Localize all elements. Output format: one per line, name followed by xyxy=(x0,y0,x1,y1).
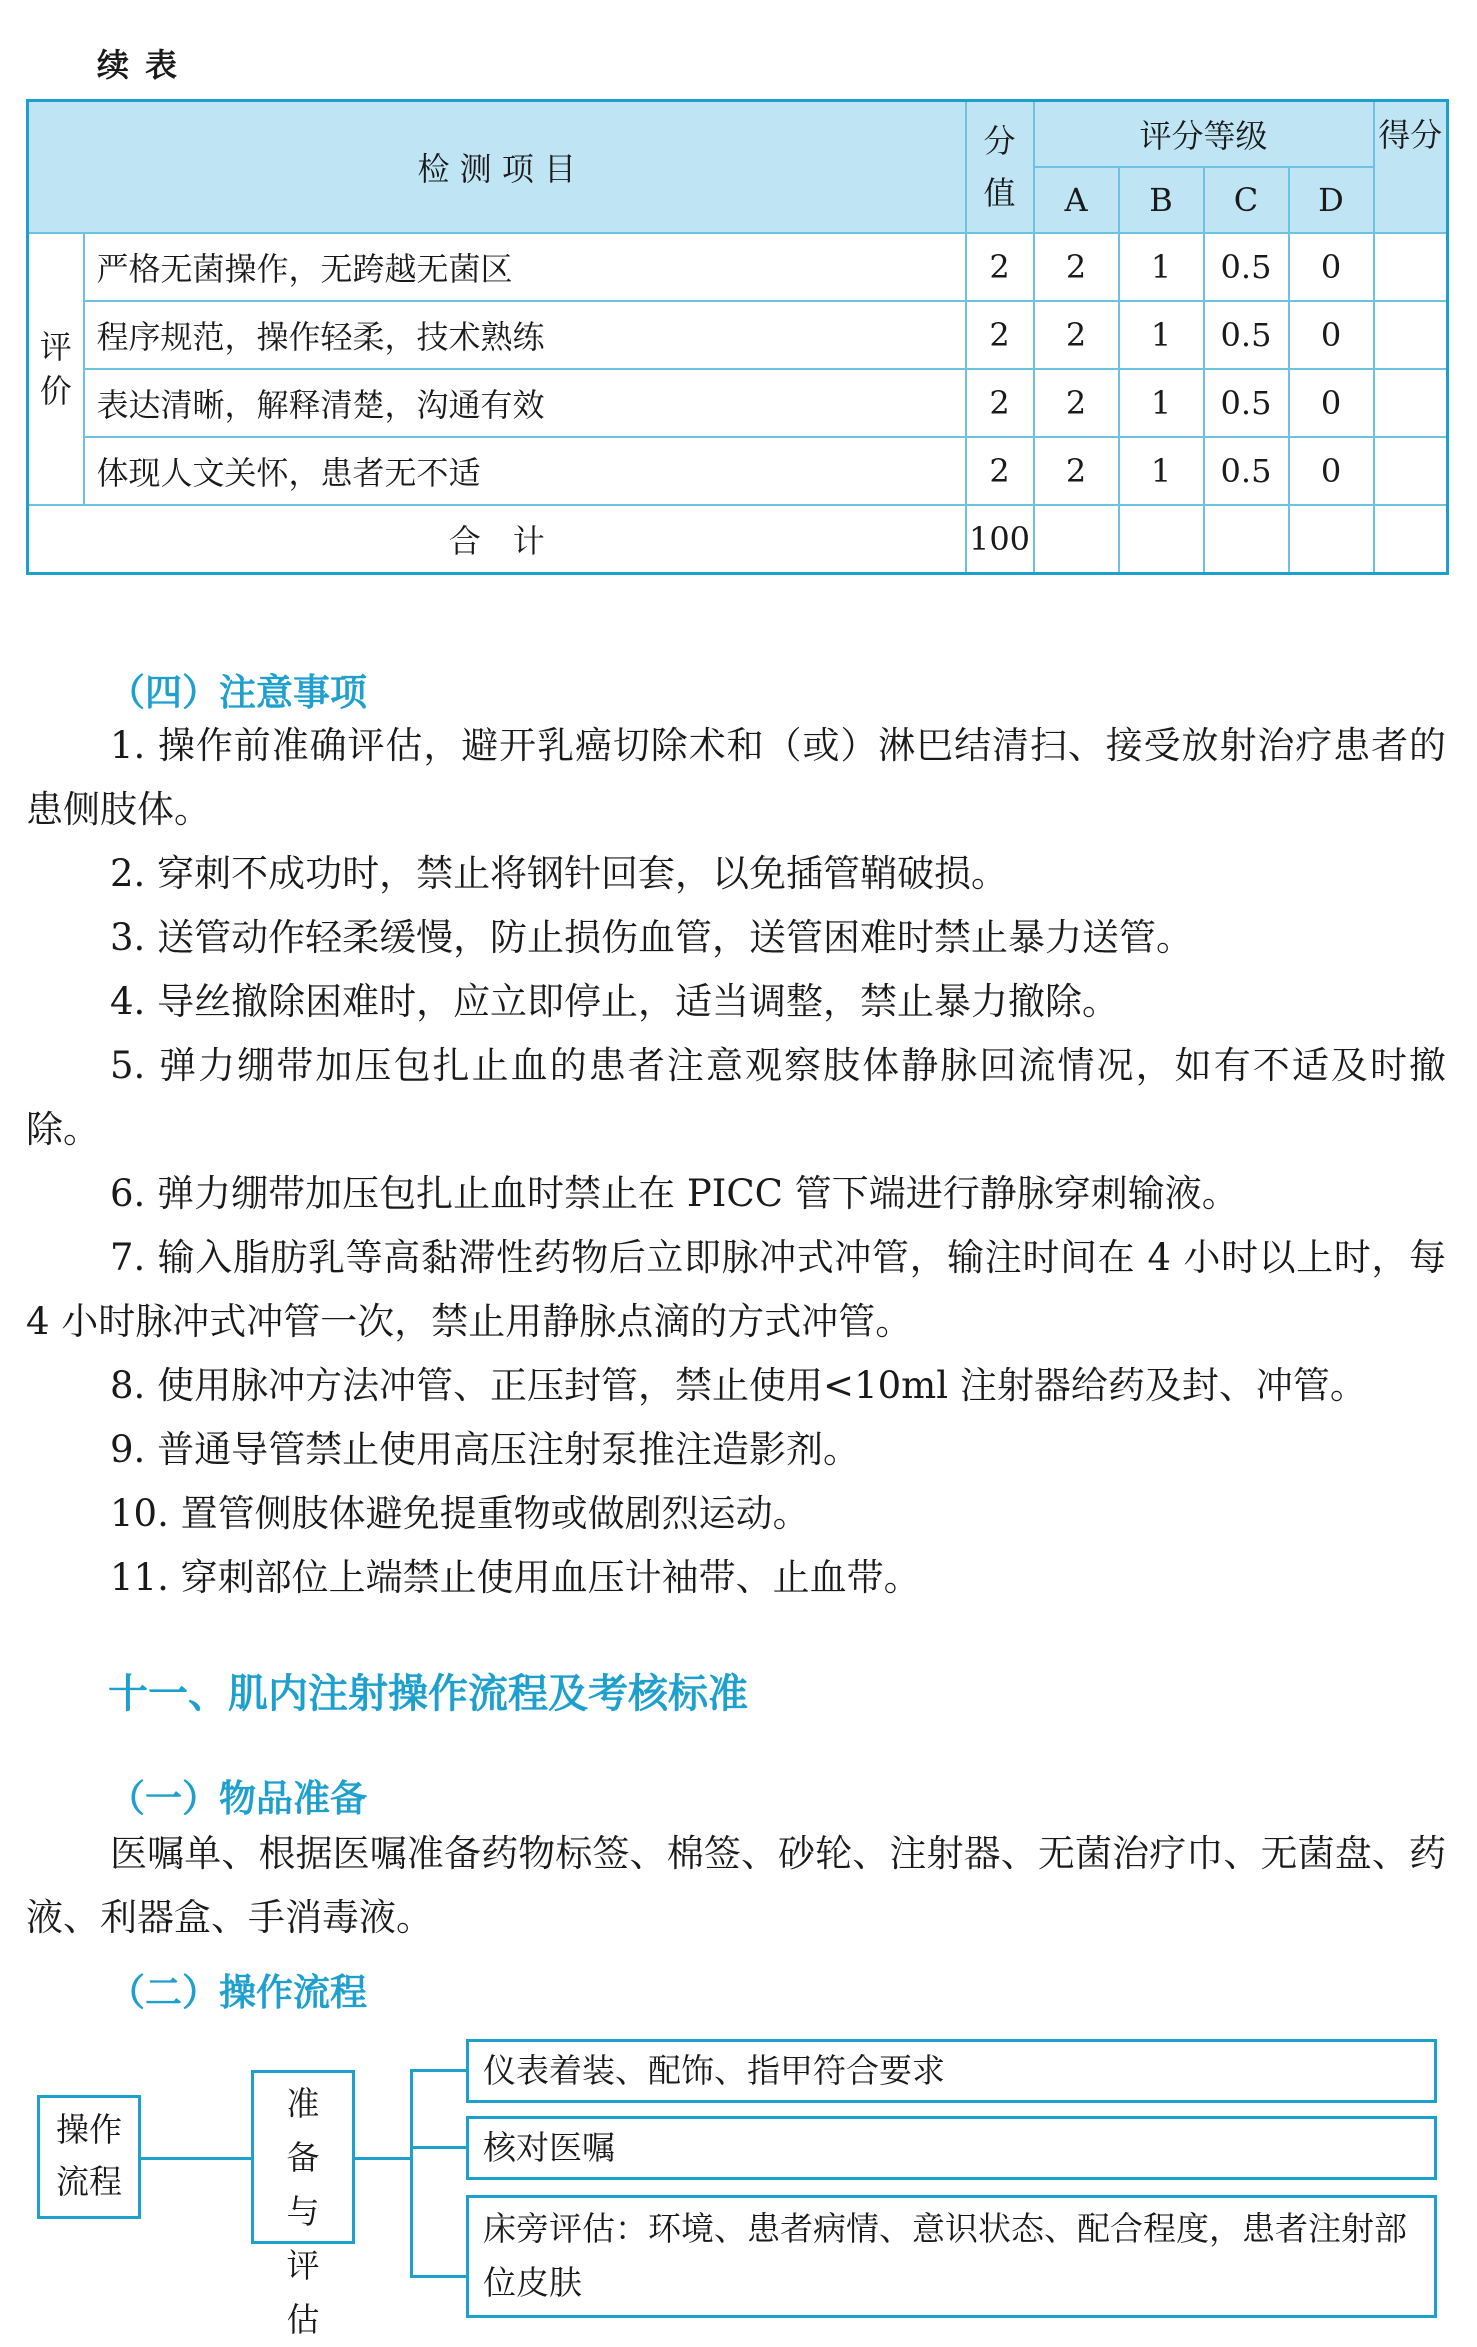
row-c: 0.5 xyxy=(1204,301,1289,369)
flow-root-label: 操作流程 xyxy=(56,2110,122,2201)
row-item: 严格无菌操作，无跨越无菌区 xyxy=(84,233,966,301)
flow-stage-label: 准备与评估 xyxy=(286,2084,320,2339)
group-char-1: 评 xyxy=(39,328,72,366)
note-item: 2. 穿刺不成功时，禁止将钢针回套，以免插管鞘破损。 xyxy=(110,852,1009,895)
total-c xyxy=(1204,505,1289,574)
connector-line xyxy=(410,2069,466,2072)
row-score: 2 xyxy=(966,233,1034,301)
grade-b: B xyxy=(1119,167,1204,233)
row-score: 2 xyxy=(966,301,1034,369)
total-result xyxy=(1374,505,1448,574)
row-b: 1 xyxy=(1119,301,1204,369)
total-b xyxy=(1119,505,1204,574)
total-label: 合 计 xyxy=(28,505,966,574)
header-grade: 评分等级 xyxy=(1034,101,1374,168)
row-a: 2 xyxy=(1034,437,1119,505)
connector-line xyxy=(355,2157,411,2160)
note-item: 3. 送管动作轻柔缓慢，防止损伤血管，送管困难时禁止暴力送管。 xyxy=(110,916,1194,959)
row-score: 2 xyxy=(966,437,1034,505)
flow-stage-box xyxy=(251,2070,355,2339)
flow-root-box xyxy=(37,2095,141,2219)
row-d: 0 xyxy=(1289,233,1374,301)
row-a: 2 xyxy=(1034,301,1119,369)
header-score-char-1: 分 xyxy=(983,122,1016,160)
table-row xyxy=(28,233,1448,301)
grade-d: D xyxy=(1289,167,1374,233)
score-table xyxy=(26,99,1449,575)
row-c: 0.5 xyxy=(1204,369,1289,437)
note-item: 4. 导丝撤除困难时，应立即停止，适当调整，禁止暴力撤除。 xyxy=(110,980,1120,1023)
flow-step-box xyxy=(466,2116,1437,2180)
note-item: 5. 弹力绷带加压包扎止血的患者注意观察肢体静脉回流情况，如有不适及时撤除。 xyxy=(26,1044,1446,1151)
grade-a: A xyxy=(1034,167,1119,233)
row-a: 2 xyxy=(1034,233,1119,301)
flow-step-box xyxy=(466,2195,1437,2318)
connector-line xyxy=(410,2275,466,2278)
total-d xyxy=(1289,505,1374,574)
row-result xyxy=(1374,301,1448,369)
page-label: 续表 xyxy=(97,46,194,84)
row-b: 1 xyxy=(1119,233,1204,301)
grade-c: C xyxy=(1204,167,1289,233)
note-item: 7. 输入脂肪乳等高黏滞性药物后立即脉冲式冲管，输注时间在 4 小时以上时，每 4 小时脉冲式冲管一次，禁止用静脉点滴的方式冲管。 xyxy=(26,1236,1446,1343)
note-item: 10. 置管侧肢体避免提重物或做剧烈运动。 xyxy=(110,1492,810,1535)
row-item: 程序规范，操作轻柔，技术熟练 xyxy=(84,301,966,369)
flow-step-label: 仪表着装、配饰、指甲符合要求 xyxy=(483,2051,945,2090)
note-item: 1. 操作前准确评估，避开乳癌切除术和（或）淋巴结清扫、接受放射治疗患者的患侧肢体。 xyxy=(26,724,1446,831)
row-b: 1 xyxy=(1119,369,1204,437)
row-result xyxy=(1374,437,1448,505)
table-row xyxy=(28,369,1448,437)
row-b: 1 xyxy=(1119,437,1204,505)
row-d: 0 xyxy=(1289,301,1374,369)
prep-title: （一）物品准备 xyxy=(108,1777,367,1820)
flow-step-label: 床旁评估：环境、患者病情、意识状态、配合程度，患者注射部位皮肤 xyxy=(483,2209,1407,2302)
row-result xyxy=(1374,233,1448,301)
note-item: 6. 弹力绷带加压包扎止血时禁止在 PICC 管下端进行静脉穿刺输液。 xyxy=(110,1172,1239,1215)
note-item: 9. 普通导管禁止使用高压注射泵推注造影剂。 xyxy=(110,1428,861,1471)
flow-title: （二）操作流程 xyxy=(108,1971,367,2014)
flow-step-box xyxy=(466,2039,1437,2103)
row-item: 表达清晰，解释清楚，沟通有效 xyxy=(84,369,966,437)
row-d: 0 xyxy=(1289,369,1374,437)
total-a xyxy=(1034,505,1119,574)
note-item: 8. 使用脉冲方法冲管、正压封管，禁止使用<10ml 注射器给药及封、冲管。 xyxy=(110,1364,1367,1407)
row-c: 0.5 xyxy=(1204,233,1289,301)
notes-title: （四）注意事项 xyxy=(108,671,367,714)
group-char-2: 价 xyxy=(39,372,72,410)
row-result xyxy=(1374,369,1448,437)
row-d: 0 xyxy=(1289,437,1374,505)
row-a: 2 xyxy=(1034,369,1119,437)
total-row xyxy=(28,505,1448,574)
prep-text: 医嘱单、根据医嘱准备药物标签、棉签、砂轮、注射器、无菌治疗巾、无菌盘、药液、利器盒、手消毒液。 xyxy=(26,1832,1446,1939)
section-title: 十一、肌内注射操作流程及考核标准 xyxy=(108,1671,748,1717)
row-score: 2 xyxy=(966,369,1034,437)
flow-step-label: 核对医嘱 xyxy=(483,2128,615,2167)
header-score xyxy=(966,101,1034,234)
connector-line xyxy=(141,2157,251,2160)
note-item: 11. 穿刺部位上端禁止使用血压计袖带、止血带。 xyxy=(110,1556,921,1599)
table-row xyxy=(28,437,1448,505)
header-score-char-2: 值 xyxy=(983,174,1016,212)
total-value: 100 xyxy=(966,505,1034,574)
row-item: 体现人文关怀，患者无不适 xyxy=(84,437,966,505)
table-row xyxy=(28,301,1448,369)
header-result: 得分 xyxy=(1374,101,1448,234)
connector-line xyxy=(410,2069,413,2277)
group-label xyxy=(28,233,84,505)
connector-line xyxy=(410,2146,466,2149)
header-item: 检 测 项 目 xyxy=(28,101,966,234)
row-c: 0.5 xyxy=(1204,437,1289,505)
